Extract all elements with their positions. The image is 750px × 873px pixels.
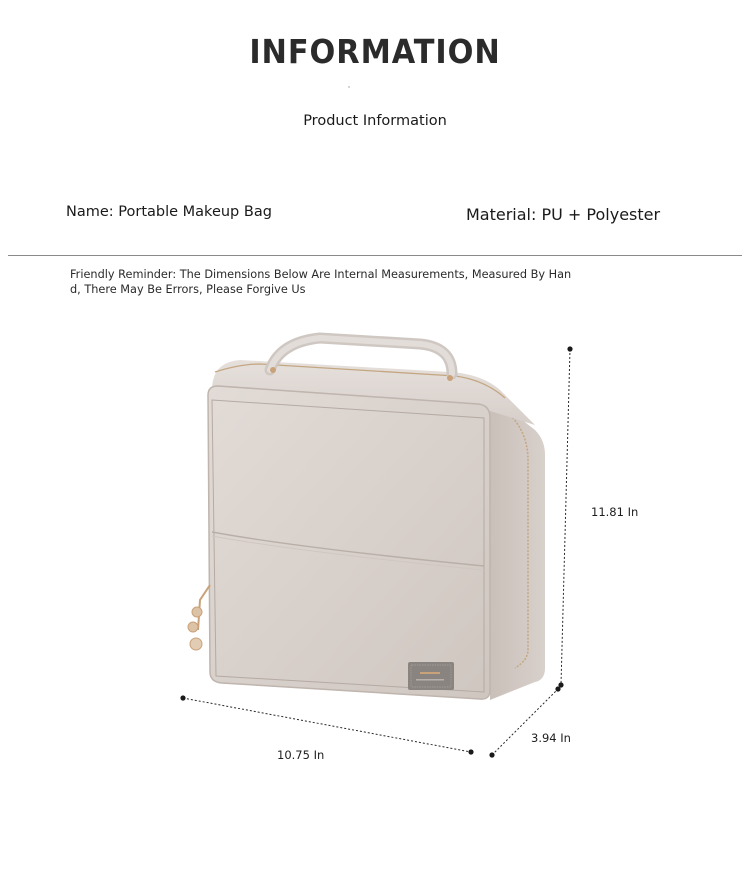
product-name: Name: Portable Makeup Bag <box>66 204 272 220</box>
brand-label-patch <box>408 662 454 690</box>
product-figure <box>0 300 750 800</box>
height-label: 11.81 In <box>591 505 639 519</box>
bag-side-panel <box>487 392 545 700</box>
height-dimension-line <box>558 346 572 687</box>
depth-dimension-line <box>489 686 560 757</box>
bag-front-panel <box>208 386 490 699</box>
section-subtitle: Product Information <box>303 113 447 129</box>
width-label: 10.75 In <box>277 748 325 762</box>
depth-label: 3.94 In <box>531 731 571 745</box>
product-material: Material: PU + Polyester <box>466 205 661 224</box>
divider <box>8 255 742 256</box>
page-title: INFORMATION <box>249 32 501 71</box>
measurement-reminder: Friendly Reminder: The Dimensions Below Are Internal Measurements, Measured By Hand, There May Be Errors, Please Forgive Us <box>70 268 572 296</box>
zipper-pull <box>188 585 210 650</box>
decorative-dot <box>348 86 350 88</box>
width-dimension-line <box>180 695 473 754</box>
